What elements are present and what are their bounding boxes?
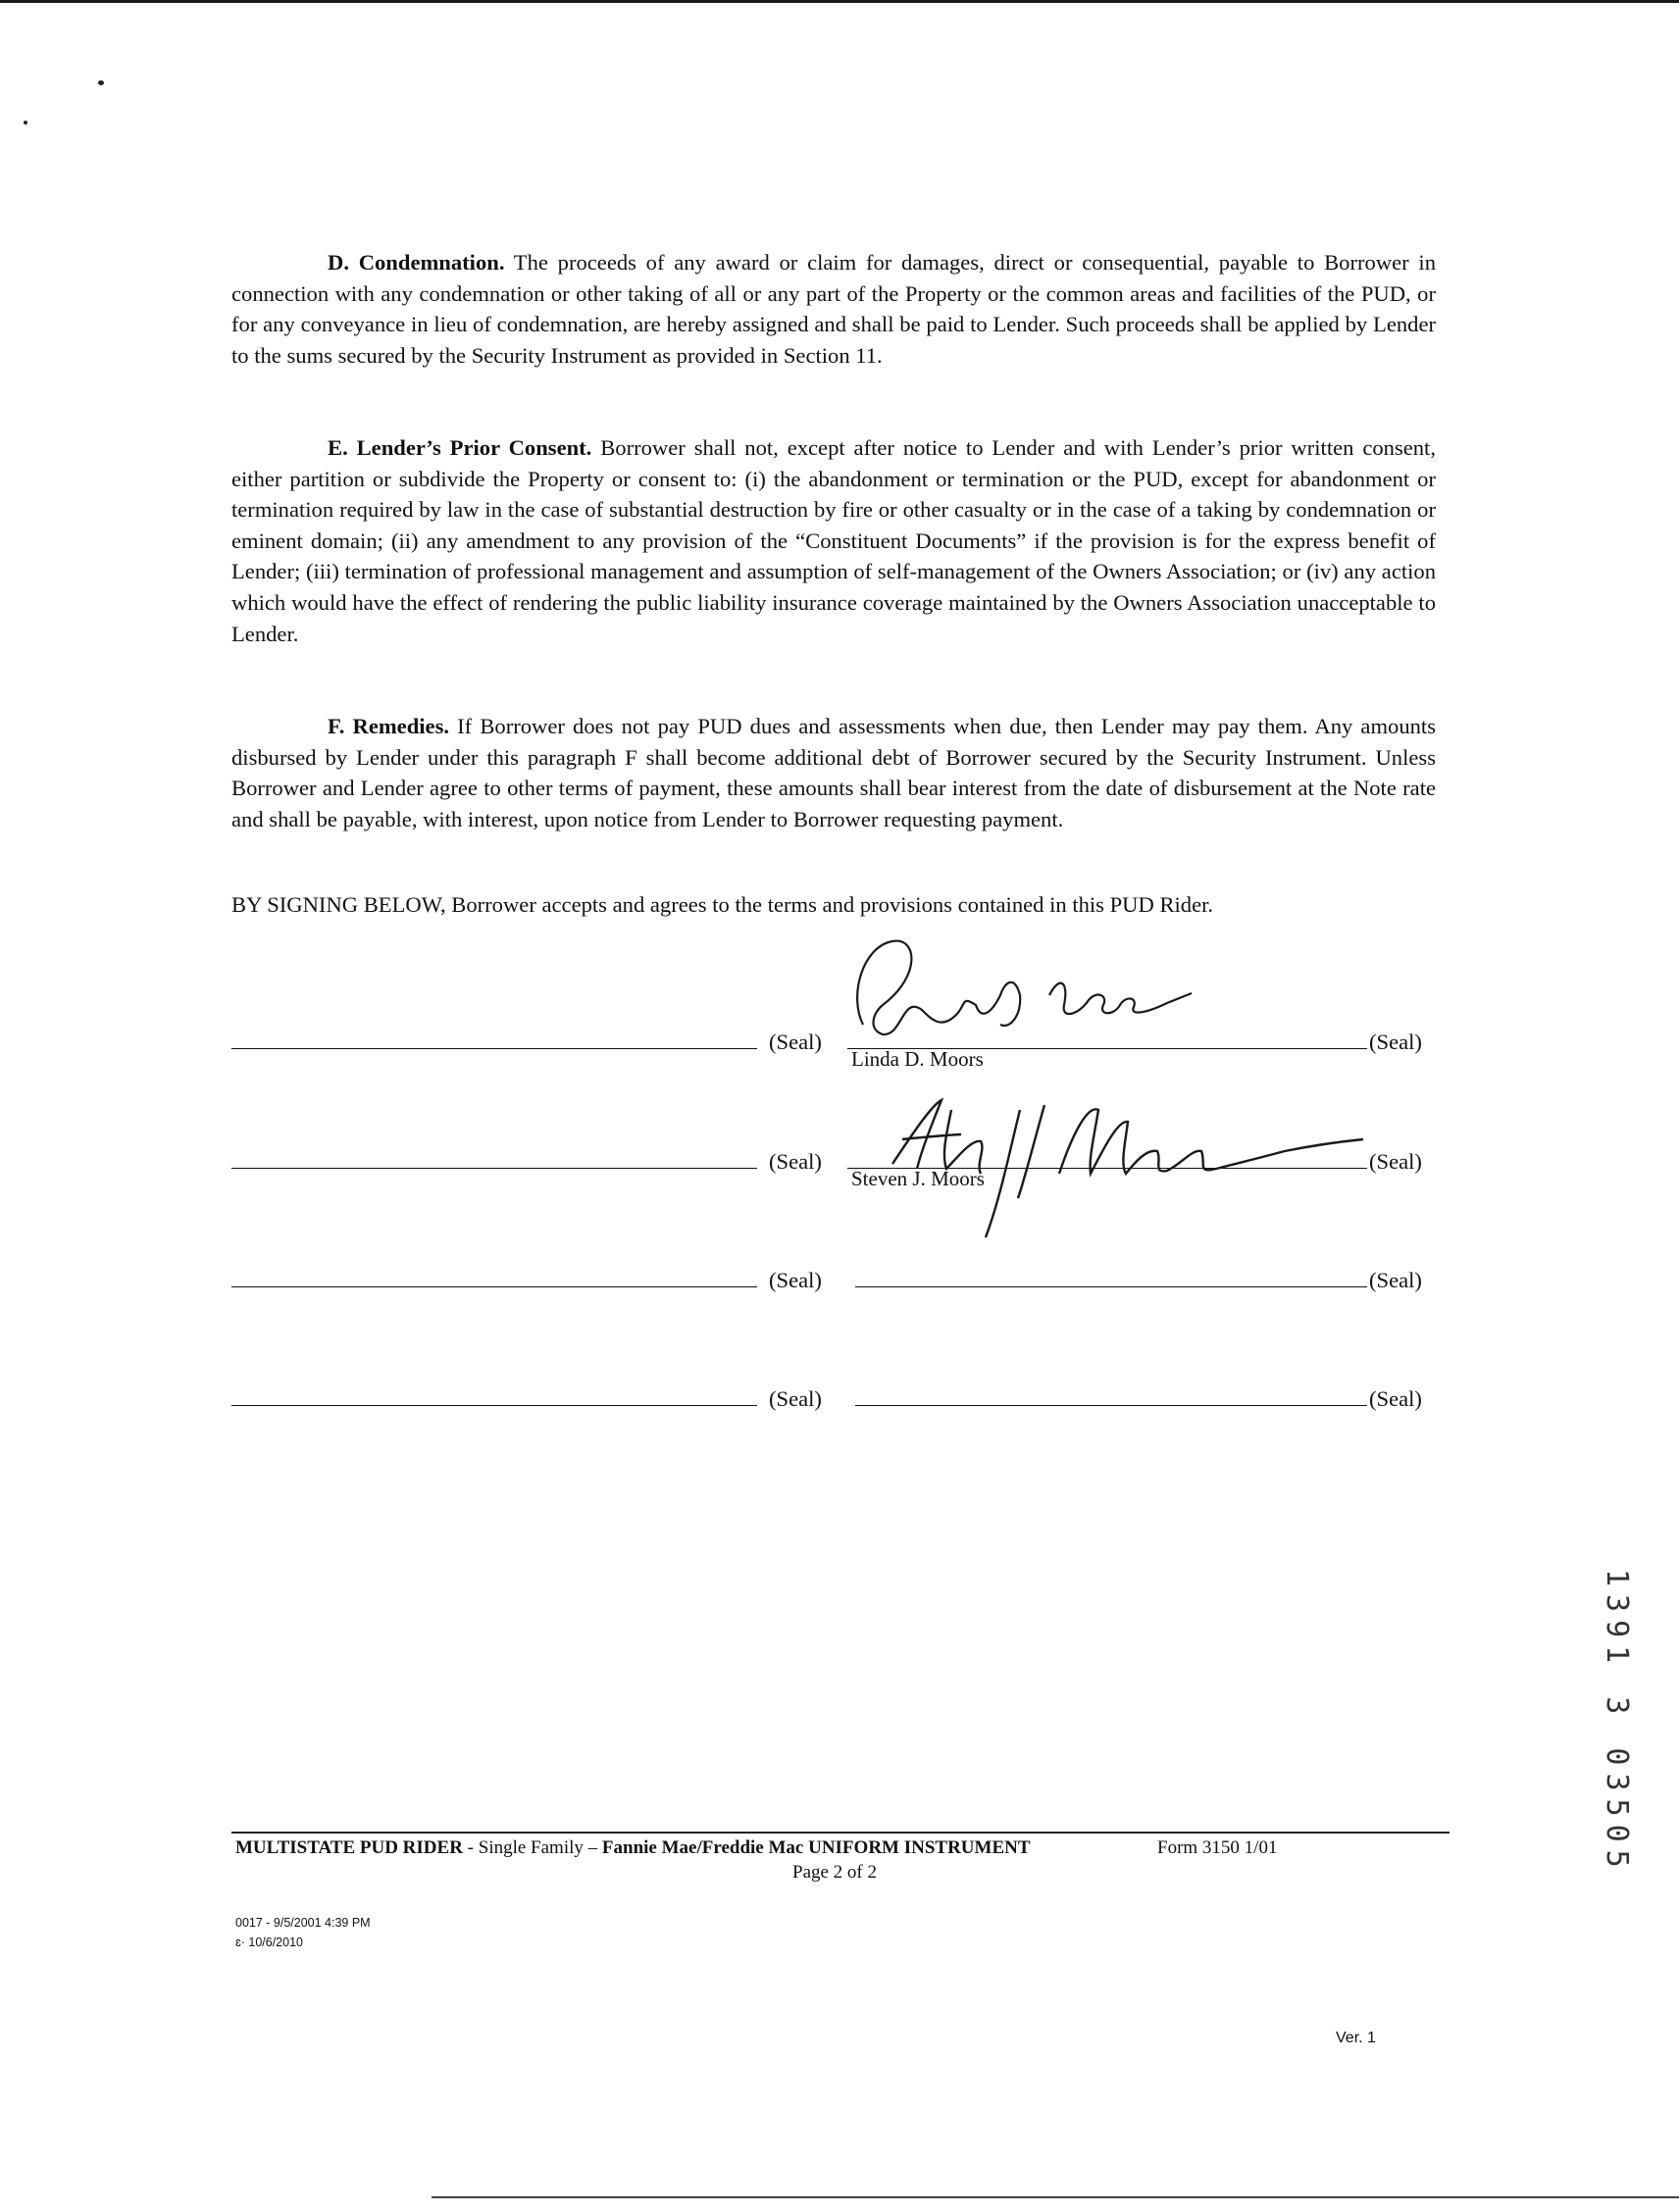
paragraph-lender-prior-consent: [231, 432, 1436, 649]
recording-number-stamp: [1597, 1569, 1636, 1876]
footer-form-title: [235, 1837, 1031, 1859]
footer-version: Ver. 1: [1336, 2030, 1376, 2046]
seal-label-left: (Seal): [769, 1268, 822, 1292]
seal-label-right: (Seal): [1369, 1149, 1422, 1174]
signer-name-linda: Linda D. Moors: [851, 1047, 984, 1071]
body-condemnation: The proceeds of any award or claim for damages, direct or consequential, payable to Borrower in connection with any condemnation or other taking of all or any part of the Property or the common areas and facilities of the PUD, or for any conveyance in lieu of condemnation, are hereby assigned and shall be paid to Lender. Such proceeds shall be applied by Lender to the sums secured by the Security Instrument as provided in Section 11.: [231, 250, 1436, 368]
seal-label-right: (Seal): [1369, 1030, 1422, 1054]
seal-label-left: (Seal): [769, 1030, 822, 1054]
heading-condemnation: D. Condemnation.: [328, 250, 505, 275]
seal-label-right: (Seal): [1369, 1386, 1422, 1411]
signature-line-left: [231, 1168, 757, 1169]
heading-lender-prior-consent: E. Lender’s Prior Consent.: [328, 435, 592, 460]
seal-label-left: (Seal): [769, 1149, 822, 1174]
signing-statement: BY SIGNING BELOW, Borrower accepts and agrees to the terms and provisions contained in this PUD Rider.: [231, 892, 1214, 917]
footer-page-number: Page 2 of 2: [792, 1862, 878, 1883]
footer-divider: [231, 1832, 1450, 1834]
signature-steven-moors: [863, 1081, 1373, 1247]
footer-title-rest: - Single Family –: [462, 1837, 602, 1858]
signer-name-steven: Steven J. Moors: [851, 1167, 985, 1190]
footer-code-1: 0017 - 9/5/2001 4:39 PM: [235, 1916, 371, 1930]
signature-line-left: [231, 1405, 757, 1406]
seal-label-right: (Seal): [1369, 1268, 1422, 1292]
paragraph-condemnation: [231, 247, 1436, 371]
signature-line-right: [855, 1405, 1367, 1406]
footer-form-number: Form 3150 1/01: [1157, 1837, 1278, 1858]
scan-top-border: [0, 0, 1679, 3]
footer-code-2: ɛ· 10/6/2010: [235, 1936, 303, 1949]
seal-label-left: (Seal): [769, 1386, 822, 1411]
scan-speck: [98, 80, 104, 85]
heading-remedies: F. Remedies.: [328, 714, 450, 738]
body-lender-prior-consent: Borrower shall not, except after notice to Lender and with Lender’s prior written consent, either partition or subdivide the Property or consent to: (i) the abandonment or termination or the PUD, except for abandonment or termination required by law in the case of substantial destruction by fire or other casualty or in the case of a taking by condemnation or eminent domain; (ii) any amendment to any provision of the “Constituent Documents” if the provision is for the express benefit of Lender; (iii) termination of professional management and assumption of self-management of the Owners Association; or (iv) any action which would have the effect of rendering the public liability insurance coverage maintained by the Owners Association unacceptable to Lender.: [231, 435, 1436, 646]
footer-title-bold-2: Fannie Mae/Freddie Mac UNIFORM INSTRUMENT: [601, 1837, 1031, 1858]
signature-row-1: [231, 990, 1436, 1071]
signature-row-3: [231, 1229, 1436, 1292]
signature-line-right: [855, 1286, 1367, 1287]
footer-title-bold: MULTISTATE PUD RIDER: [235, 1837, 463, 1858]
signature-row-4: [231, 1347, 1436, 1411]
scan-bottom-border: [432, 2196, 1679, 2198]
body-remedies: If Borrower does not pay PUD dues and assessments when due, then Lender may pay them. Any amounts disbursed by Lender under this paragraph F shall become additional debt of Borrower secured by the Security Instrument. Unless Borrower and Lender agree to other terms of payment, these amounts shall bear interest from the date of disbursement at the Note rate and shall be payable, with interest, upon notice from Lender to Borrower requesting payment.: [231, 714, 1436, 831]
signature-line-left: [231, 1048, 757, 1049]
signature-linda-moors: [843, 936, 1196, 1054]
signature-line-left: [231, 1286, 757, 1287]
paragraph-remedies: [231, 711, 1436, 834]
recording-number-text: 1391 3 03505: [1600, 1569, 1634, 1876]
scan-speck: [24, 121, 27, 125]
